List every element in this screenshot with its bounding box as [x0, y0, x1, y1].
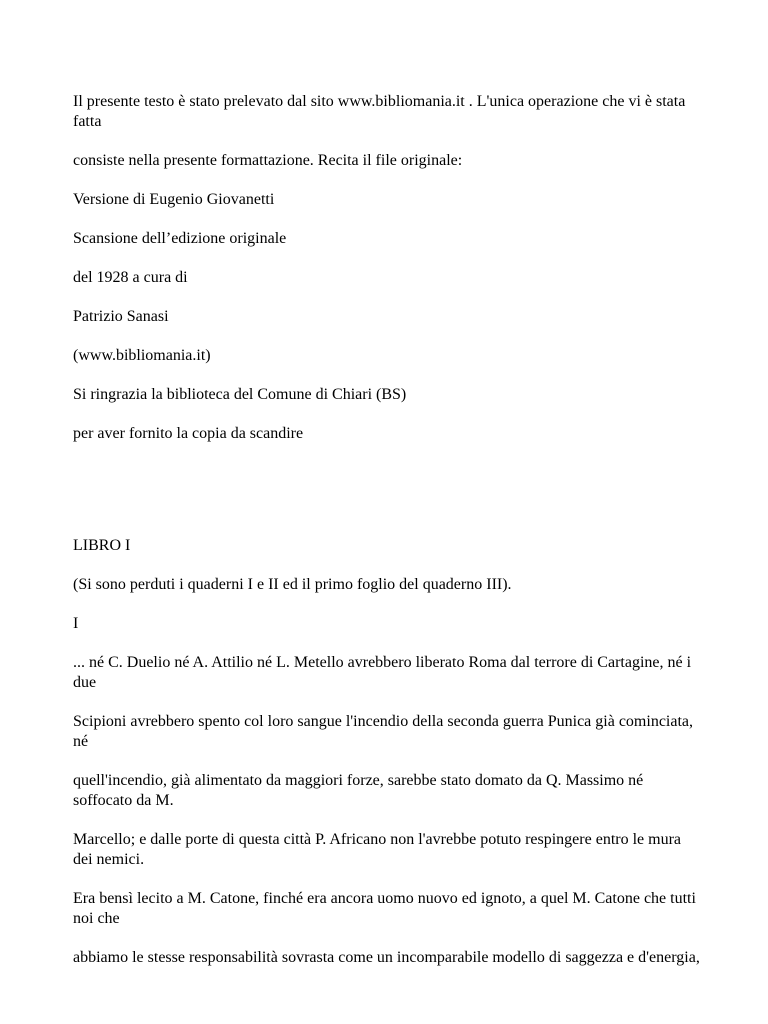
thanks-line: Si ringrazia la biblioteca del Comune di Chiari (BS): [73, 386, 407, 403]
body-paragraph-5: Era bensì lecito a M. Catone, finché era ancora uomo nuovo ed ignoto, a quel M. Catone che tutti noi che: [73, 890, 696, 927]
source-site: (www.bibliomania.it): [73, 347, 211, 364]
chapter-number: I: [73, 615, 79, 632]
book-heading: LIBRO I: [73, 537, 131, 554]
body-paragraph-2: Scipioni avrebbero spento col loro sangue l'incendio della seconda guerra Punica già cominciata, né: [73, 713, 694, 750]
document-page: [73, 92, 701, 987]
section-spacer: [73, 463, 701, 536]
edition-line: del 1928 a cura di: [73, 269, 188, 286]
curator-name: Patrizio Sanasi: [73, 308, 169, 325]
scan-line: Scansione dell’edizione originale: [73, 230, 287, 247]
body-paragraph-3: quell'incendio, già alimentato da maggiori forze, sarebbe stato domato da Q. Massimo né soffocato da M.: [73, 772, 644, 809]
body-paragraph-6: abbiamo le stesse responsabilità sovrasta come un incomparabile modello di saggezza e d'energia,: [73, 949, 700, 966]
intro-line-2: consiste nella presente formattazione. Recita il file originale:: [73, 152, 463, 169]
body-paragraph-4: Marcello; e dalle porte di questa città P. Africano non l'avrebbe potuto respingere entro le mura dei nemici.: [73, 831, 682, 868]
lost-pages-note: (Si sono perduti i quaderni I e II ed il primo foglio del quaderno III).: [73, 576, 512, 593]
thanks-line-2: per aver fornito la copia da scandire: [73, 425, 304, 442]
intro-line-1: Il presente testo è stato prelevato dal sito www.bibliomania.it . L'unica operazione che vi è stata fatta: [73, 93, 686, 130]
translator-line: Versione di Eugenio Giovanetti: [73, 191, 275, 208]
body-paragraph-1: ... né C. Duelio né A. Attilio né L. Metello avrebbero liberato Roma dal terrore di Cartagine, né i due: [73, 654, 692, 691]
